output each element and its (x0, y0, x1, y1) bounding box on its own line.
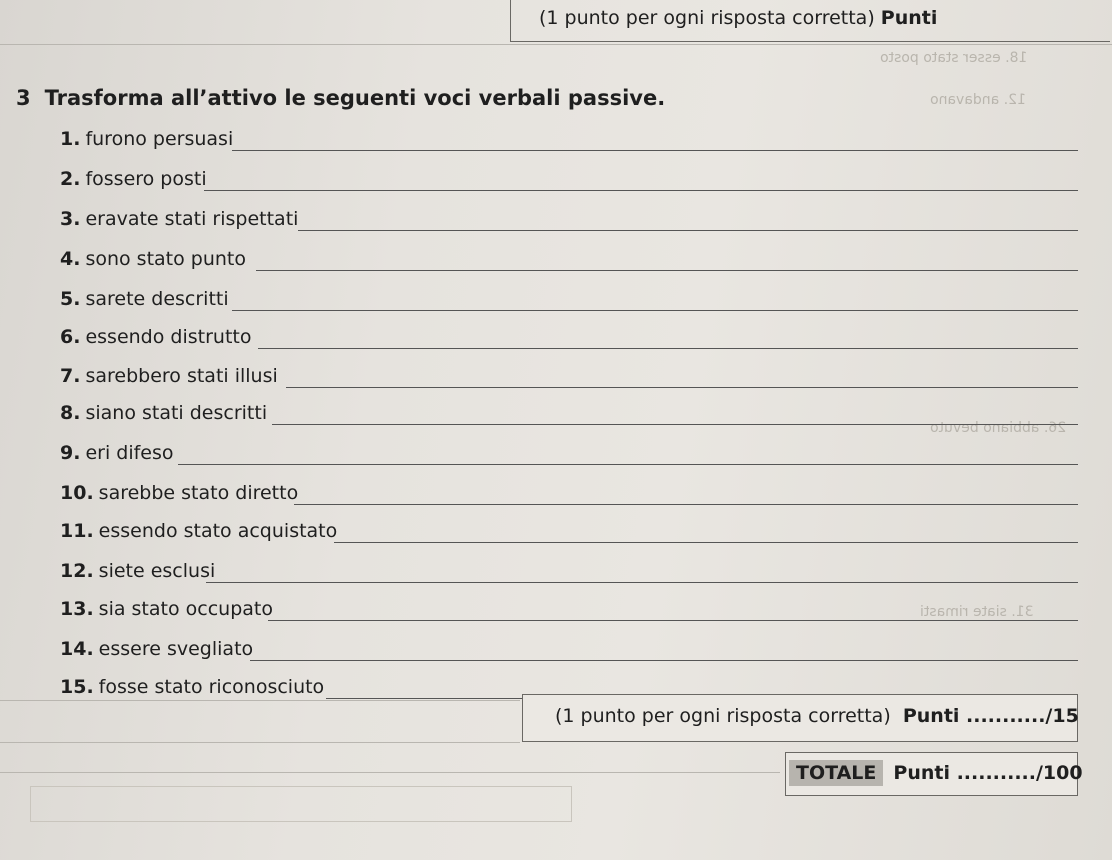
total-box (785, 752, 1083, 796)
exercise-item (60, 128, 233, 150)
item-verb: fosse stato riconosciuto (98, 676, 325, 698)
answer-line[interactable] (178, 464, 1078, 465)
total-points: Punti .........../100 (893, 762, 1083, 784)
exercise-item (60, 638, 253, 660)
item-verb: siano stati descritti (85, 402, 268, 424)
exercise-item (60, 482, 298, 504)
item-number: 1. (60, 128, 81, 150)
answer-line[interactable] (334, 542, 1078, 543)
answer-line[interactable] (250, 660, 1078, 661)
item-verb: essere svegliato (98, 638, 254, 660)
exercise-item (60, 402, 267, 424)
exercise-item (60, 598, 273, 620)
item-number: 12. (60, 560, 94, 582)
item-verb: sarete descritti (85, 288, 229, 310)
rule-line (0, 772, 780, 773)
item-number: 3. (60, 208, 81, 230)
exercise-item (60, 560, 215, 582)
score-points: Punti .........../15 (902, 705, 1079, 727)
exercise-instruction: Trasforma all’attivo le seguenti voci verbali passive. (44, 86, 666, 110)
item-number: 5. (60, 288, 81, 310)
score-box (522, 694, 1078, 742)
rule-line (0, 44, 1112, 45)
item-number: 6. (60, 326, 81, 348)
item-number: 13. (60, 598, 94, 620)
item-number: 7. (60, 365, 81, 387)
item-verb: essendo stato acquistato (98, 520, 338, 542)
answer-line[interactable] (232, 150, 1078, 151)
rule-line (0, 700, 520, 701)
item-verb: fossero posti (85, 168, 207, 190)
answer-line[interactable] (294, 504, 1078, 505)
item-number: 9. (60, 442, 81, 464)
item-verb: eravate stati rispettati (85, 208, 299, 230)
bleed-through-text: 18. esser stato posto (880, 50, 1028, 66)
bleed-through-box (30, 786, 572, 822)
exercise-title (16, 86, 665, 110)
item-number: 2. (60, 168, 81, 190)
bleed-through-text: 26. abbiano bevuto (930, 420, 1067, 436)
item-verb: sarebbe stato diretto (98, 482, 299, 504)
bleed-through-text: 12. andavano (930, 92, 1026, 108)
exercise-item (60, 520, 337, 542)
item-verb: furono persuasi (85, 128, 234, 150)
item-verb: sono stato punto (85, 248, 247, 270)
item-number: 14. (60, 638, 94, 660)
exercise-item (60, 208, 298, 230)
answer-line[interactable] (232, 310, 1078, 311)
score-text: (1 punto per ogni risposta corretta) (555, 705, 891, 727)
answer-line[interactable] (286, 387, 1078, 388)
item-verb: siete esclusi (98, 560, 216, 582)
item-number: 8. (60, 402, 81, 424)
header-points-label: Punti (880, 7, 938, 29)
exercise-item (60, 326, 251, 348)
item-number: 11. (60, 520, 94, 542)
exercise-item (60, 288, 229, 310)
answer-line[interactable] (268, 620, 1078, 621)
answer-line[interactable] (272, 424, 1078, 425)
item-verb: eri difeso (85, 442, 174, 464)
total-label: TOTALE (789, 760, 883, 786)
exercise-number: 3 (16, 86, 31, 110)
item-verb: essendo distrutto (85, 326, 252, 348)
answer-line[interactable] (204, 190, 1078, 191)
item-number: 10. (60, 482, 94, 504)
bleed-through-text: 31. siate rimasti (920, 604, 1034, 620)
exercise-item (60, 365, 278, 387)
item-verb: sarebbero stati illusi (85, 365, 278, 387)
item-verb: sia stato occupato (98, 598, 273, 620)
answer-line[interactable] (258, 348, 1078, 349)
exercise-item (60, 168, 207, 190)
exercise-item (60, 676, 324, 698)
item-number: 4. (60, 248, 81, 270)
exercise-item (60, 442, 174, 464)
answer-line[interactable] (298, 230, 1078, 231)
header-score-text: (1 punto per ogni risposta corretta) (539, 7, 875, 29)
rule-line (0, 742, 520, 743)
answer-line[interactable] (256, 270, 1078, 271)
header-score-box (510, 0, 1110, 42)
item-number: 15. (60, 676, 94, 698)
exercise-item (60, 248, 246, 270)
answer-line[interactable] (206, 582, 1078, 583)
